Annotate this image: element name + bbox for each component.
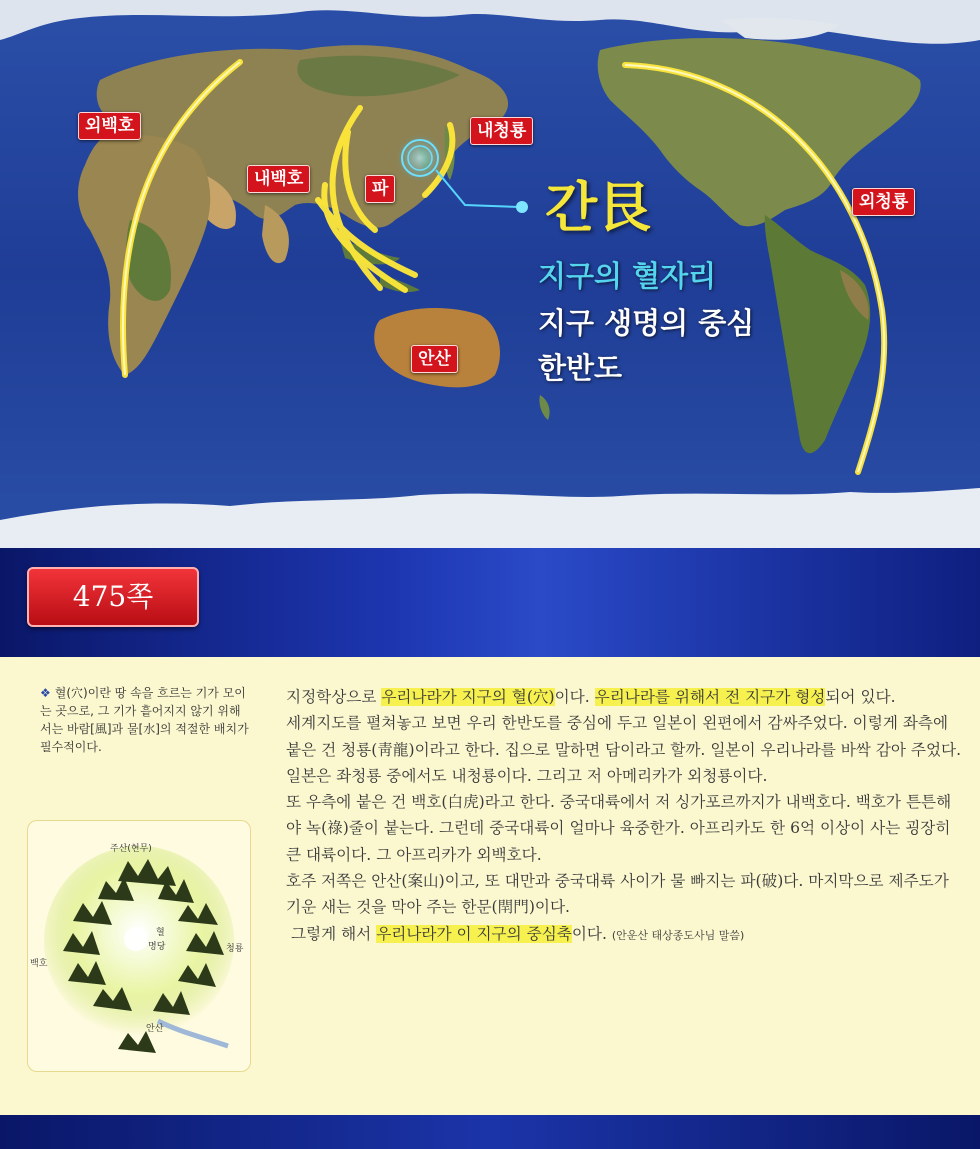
paragraph-3: 또 우측에 붙은 건 백호(白虎)라고 한다. 중국대륙에서 저 싱가포르까지가 내백호다. 백호가 튼튼해야 녹(祿)줄이 붙는다. 그런데 중국대륙이 얼마나 육중한가. 아프리카도 한 6억 이상이 사는 굉장히 큰 대륙이다. 그 아프리카가 외백호다. xyxy=(286,793,952,864)
feng-shui-diagram xyxy=(27,820,251,1072)
diagram-label-left: 백호 xyxy=(30,959,48,969)
diagram-label-right: 청룡 xyxy=(226,944,244,954)
tag-ansan: 안산 xyxy=(411,345,458,373)
map-title: 간艮 xyxy=(545,176,652,239)
p5-text-b: 이다. xyxy=(571,924,612,943)
paragraph-4: 호주 저쪽은 안산(案山)이고, 또 대만과 중국대륙 사이가 물 빠지는 파(破)다. 마지막으로 제주도가 기운 새는 것을 막아 주는 한문(閈門)이다. xyxy=(286,872,949,917)
tag-outer-blue-dragon: 외청룡 xyxy=(852,188,915,216)
side-note-text: 혈(穴)이란 땅 속을 흐르는 기가 모이는 곳으로, 그 기가 흩어지지 않기 위해서는 바람[風]과 물[水]의 적절한 배치가 필수적이다. xyxy=(40,686,249,754)
page-number-label: 475쪽 xyxy=(27,567,199,627)
map-subtitle-3: 한반도 xyxy=(538,351,623,385)
tag-pa: 파 xyxy=(365,175,395,203)
diagram-label-bottom: 안산 xyxy=(146,1024,164,1034)
p1-highlight-2: 우리나라를 위해서 전 지구가 형성 xyxy=(594,688,826,706)
paragraph-1 xyxy=(286,684,966,710)
diagram-label-top: 주산(현무) xyxy=(110,844,152,854)
source-citation: (안운산 태상종도사님 말씀) xyxy=(611,928,745,942)
p1-text-a: 지정학상으로 xyxy=(286,688,382,706)
feng-shui-diagram-graphic xyxy=(28,821,250,1071)
body-text xyxy=(286,684,966,949)
diagram-label-center-2: 명당 xyxy=(148,942,166,952)
tag-inner-white-tiger: 내백호 xyxy=(247,165,310,193)
p1-text-b: 이다. xyxy=(554,688,595,706)
bullet-icon: ❖ xyxy=(40,686,51,700)
side-note xyxy=(40,684,250,756)
p5-text-a: 그렇게 해서 xyxy=(290,924,377,943)
footer-band xyxy=(0,1115,980,1149)
tag-inner-blue-dragon: 내청룡 xyxy=(470,117,533,145)
world-map-graphic xyxy=(0,0,980,548)
p5-highlight: 우리나라가 이 지구의 중심축 xyxy=(376,924,572,943)
map-subtitle-1: 지구의 혈자리 xyxy=(538,259,717,293)
map-subtitle-2: 지구 생명의 중심 xyxy=(538,306,755,340)
p1-highlight-1: 우리나라가 지구의 혈(穴) xyxy=(381,688,555,706)
paragraph-5 xyxy=(286,921,966,949)
tag-outer-white-tiger: 외백호 xyxy=(78,112,141,140)
p1-text-c: 되어 있다. xyxy=(825,688,896,706)
world-map xyxy=(0,0,980,548)
paragraph-2: 세계지도를 펼쳐놓고 보면 우리 한반도를 중심에 두고 일본이 왼편에서 감싸주었다. 이렇게 좌측에 붙은 건 청룡(靑龍)이라고 한다. 집으로 말하면 담이라고 할까. 일본이 우리나라를 바싹 감아 주었다. 일본은 좌청룡 중에서도 내청룡이다. 그리고 저 아메리카가 외청룡이다. xyxy=(286,714,962,785)
diagram-label-center-1: 혈 xyxy=(156,928,165,938)
